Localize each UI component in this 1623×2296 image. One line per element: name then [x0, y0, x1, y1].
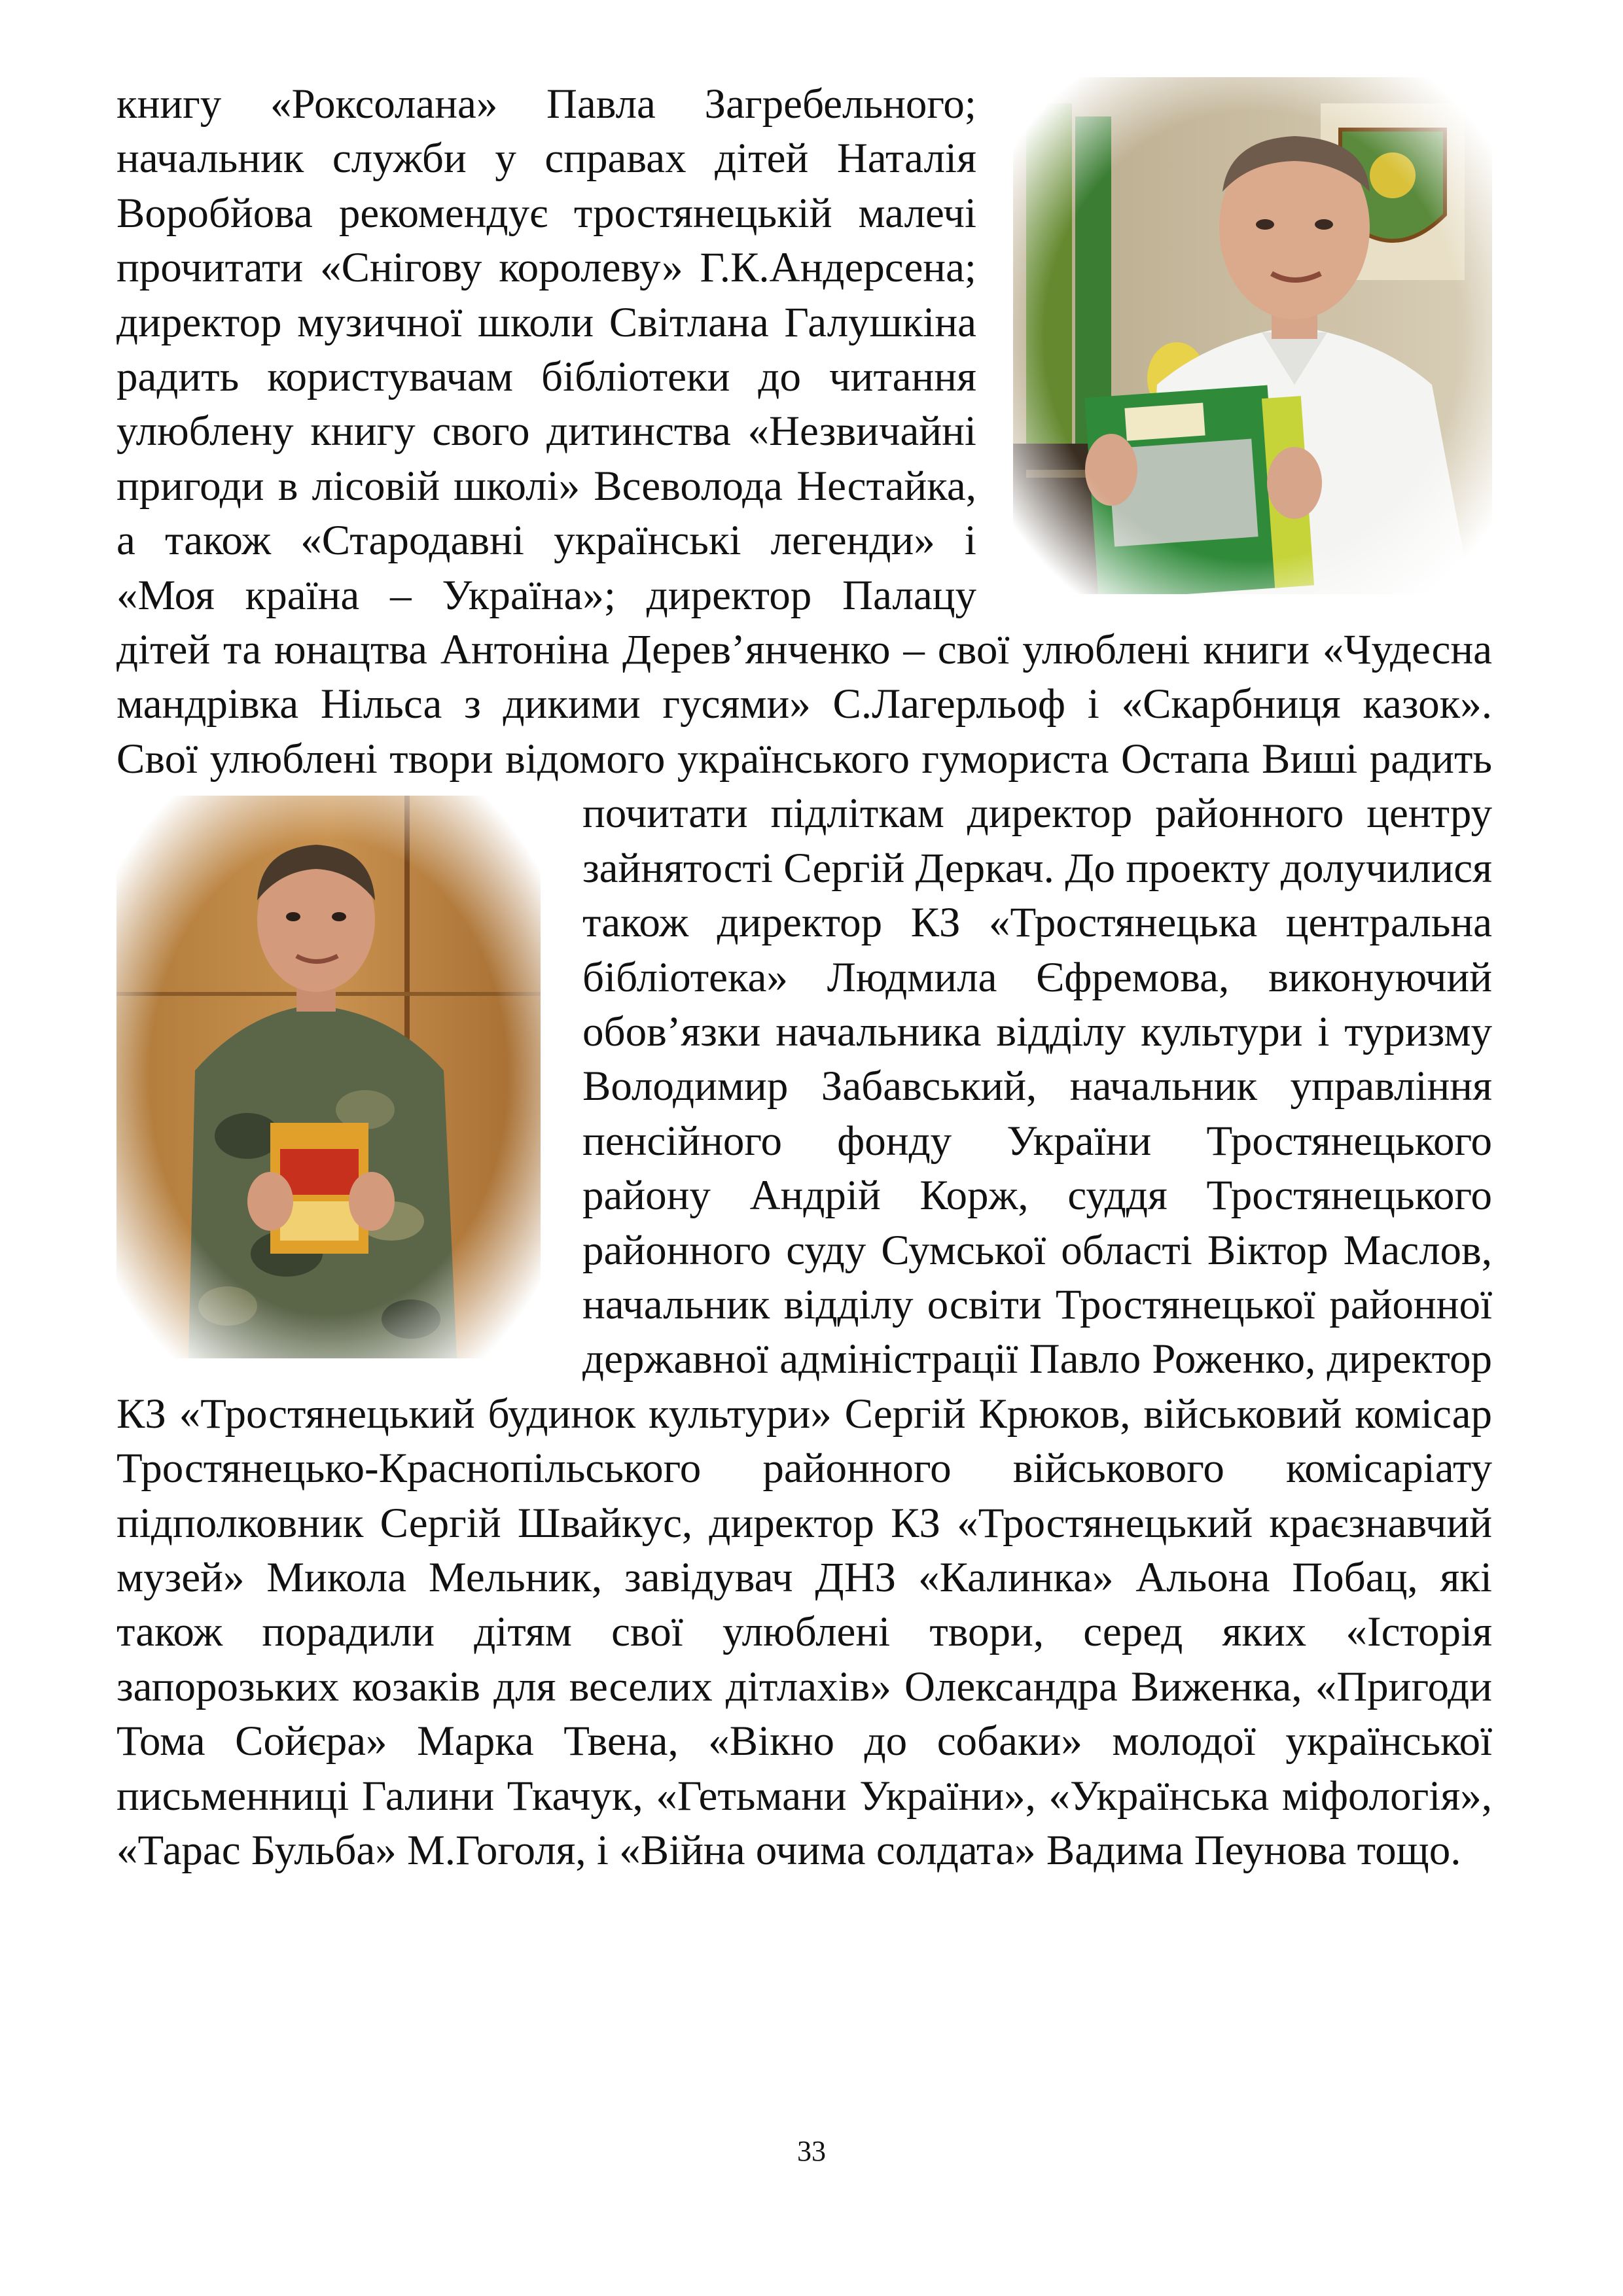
photo-soldier-with-book: [116, 796, 541, 1358]
body-text-block: [116, 77, 1492, 1878]
photo-man-with-book-image: [1013, 77, 1492, 594]
photo-soldier-with-book-image: [116, 796, 541, 1358]
photo-man-with-book: [1013, 77, 1492, 594]
page-number: 33: [797, 2135, 826, 2167]
body-paragraph: книгу «Роксолана» Павла Загребельного; начальник служби у справах дітей Наталія Воробйова рекомендує тростянецькій малечі прочитати «Снігову королеву» Г.К.Андерсена; директор музичної школи Світлана Галушкіна радить користувачам бібліотеки до читання улюблену книгу свого дитинства «Незвичайні пригоди в лісовій школі» Всеволода Нестайка, а також «Стародавні українські легенди» і «Моя країна – Україна»; директор Палацу дітей та юнацтва Антоніна Дерев’янченко – свої улюблені книги «Чудесна мандрівка Нільса з дикими гусями» С.Лагерльоф і «Скарбниця казок». Свої улюблені твори відомого українського гумориста Остапа Виші радить почитати підліткам директор районного центру зайнятості Сергій Деркач. До проекту долучилися також директор КЗ «Тростянецька центральна бібліотека» Людмила Єфремова, виконуючий обов’язки начальника відділу культури і туризму Володимир Забавський, начальник управління пенсійного фонду України Тростянецького району Андрій Корж, суддя Тростянецького районного суду Сумської області Віктор Маслов, начальник відділу освіти Тростянецької районної державної адміністрації Павло Роженко, директор КЗ «Тростянецький будинок культури» Сергій Крюков, військовий комісар Тростянецько-Краснопільського районного військового комісаріату підполковник Сергій Швайкус, директор КЗ «Тростянецький краєзнавчий музей» Микола Мельник, завідувач ДНЗ «Калинка» Альона Побац, які також порадили дітям свої улюблені твори, серед яких «Історія запорозьких козаків для веселих дітлахів» Олександра Виженка, «Пригоди Тома Сойєра» Марка Твена, «Вікно до собаки» молодої української письменниці Галини Ткачук, «Гетьмани України», «Українська міфологія», «Тарас Бульба» М.Гоголя, і «Війна очима солдата» Вадима Пеунова тощо.: [116, 80, 1493, 1874]
